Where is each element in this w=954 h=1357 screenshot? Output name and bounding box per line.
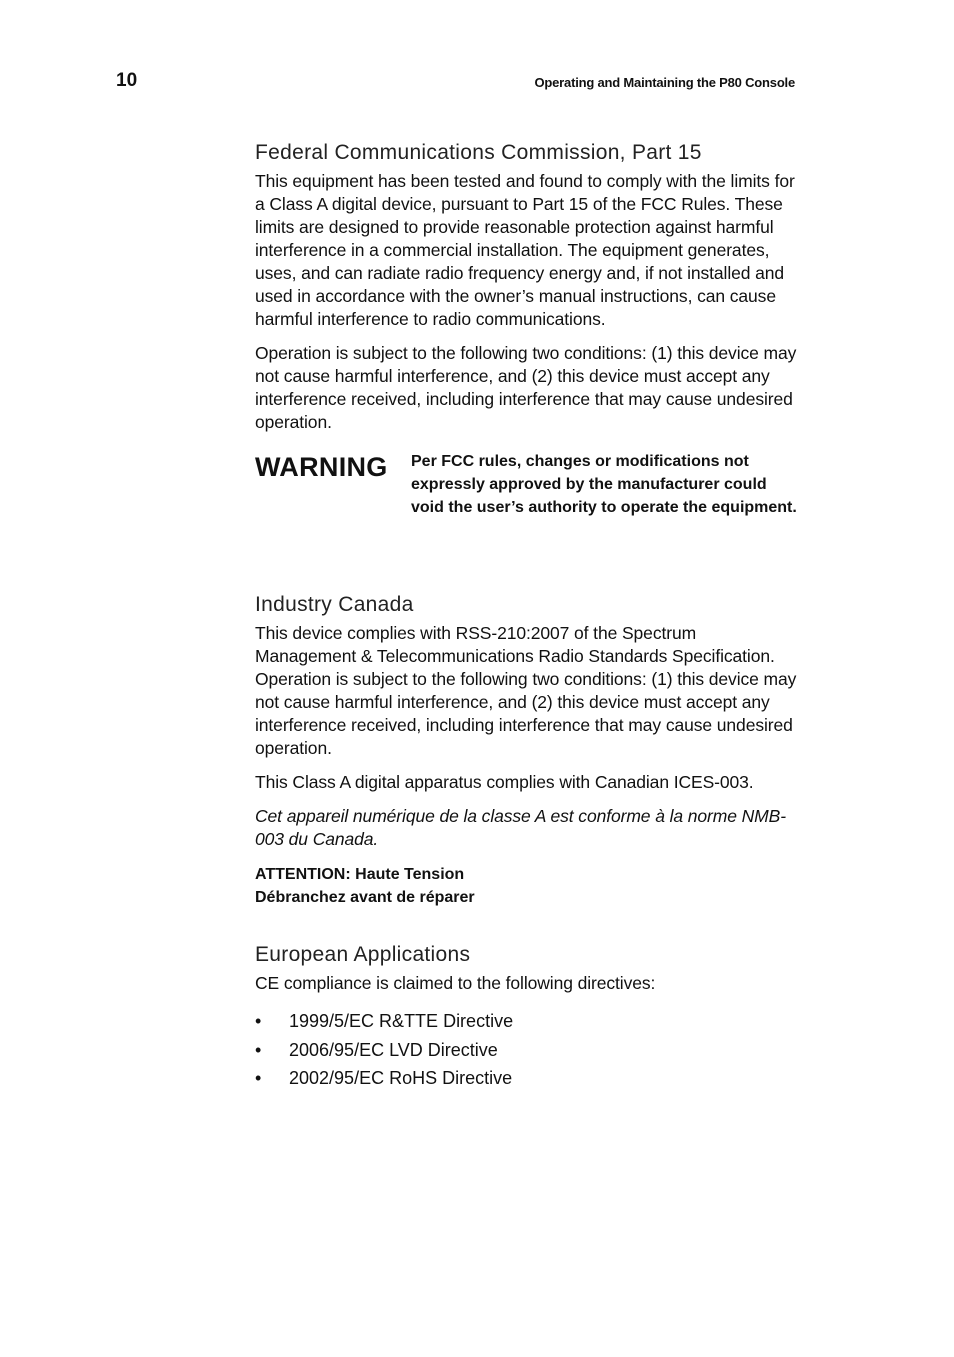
page-number: 10	[116, 70, 138, 91]
industry-canada-section	[255, 591, 800, 909]
industry-canada-heading: Industry Canada	[255, 593, 414, 616]
running-header: Operating and Maintaining the P80 Console	[534, 75, 795, 90]
attention-notice	[255, 863, 800, 909]
warning-text: Per FCC rules, changes or modifications not expressly approved by the manufacturer could void the user’s authority to operate the equipment.	[411, 453, 797, 516]
directive-label: 1999/5/EC R&TTE Directive	[289, 1011, 514, 1031]
european-section	[255, 941, 800, 1093]
attention-line-1: ATTENTION: Haute Tension	[255, 866, 465, 883]
european-intro: CE compliance is claimed to the following directives:	[255, 973, 656, 993]
attention-line-2: Débranchez avant de réparer	[255, 889, 475, 906]
industry-canada-paragraph-1: This device complies with RSS-210:2007 of the Spectrum Management & Telecommunications Radio Standards Specification. Operation is subject to the following two conditions: (1) this device may not cause harmful interference, and (2) this device must accept any interference received, including interference that may cause undesired operation.	[255, 623, 797, 758]
directive-label: 2002/95/EC RoHS Directive	[289, 1068, 513, 1088]
industry-canada-paragraph-2: This Class A digital apparatus complies with Canadian ICES-003.	[255, 772, 754, 792]
industry-canada-french-paragraph: Cet appareil numérique de la classe A est conforme à la norme NMB-003 du Canada.	[255, 806, 786, 849]
directive-label: 2006/95/EC LVD Directive	[289, 1039, 498, 1060]
list-item	[255, 1064, 800, 1093]
warning-label: WARNING	[255, 452, 388, 482]
warning-block	[255, 450, 800, 519]
european-heading: European Applications	[255, 943, 471, 966]
bullet-icon: •	[255, 1039, 262, 1060]
list-item	[255, 1036, 800, 1065]
bullet-icon: •	[255, 1011, 262, 1031]
list-item	[255, 1007, 800, 1036]
fcc-heading: Federal Communications Commission, Part 15	[255, 141, 702, 164]
fcc-paragraph-1: This equipment has been tested and found to comply with the limits for a Class A digital device, pursuant to Part 15 of the FCC Rules. These limits are designed to provide reasonable protection against harmful interference in a commercial installation. The equipment generates, uses, and can radiate radio frequency energy and, if not installed and used in accordance with the owner’s manual instructions, can cause harmful interference to radio communications.	[255, 171, 795, 329]
fcc-paragraph-2: Operation is subject to the following two conditions: (1) this device may not cause harmful interference, and (2) this device must accept any interference received, including interference that may cause undesired operation.	[255, 343, 797, 432]
bullet-icon: •	[255, 1068, 262, 1088]
fcc-section	[255, 139, 800, 519]
page-content	[255, 139, 800, 1093]
directive-list	[255, 1007, 800, 1093]
